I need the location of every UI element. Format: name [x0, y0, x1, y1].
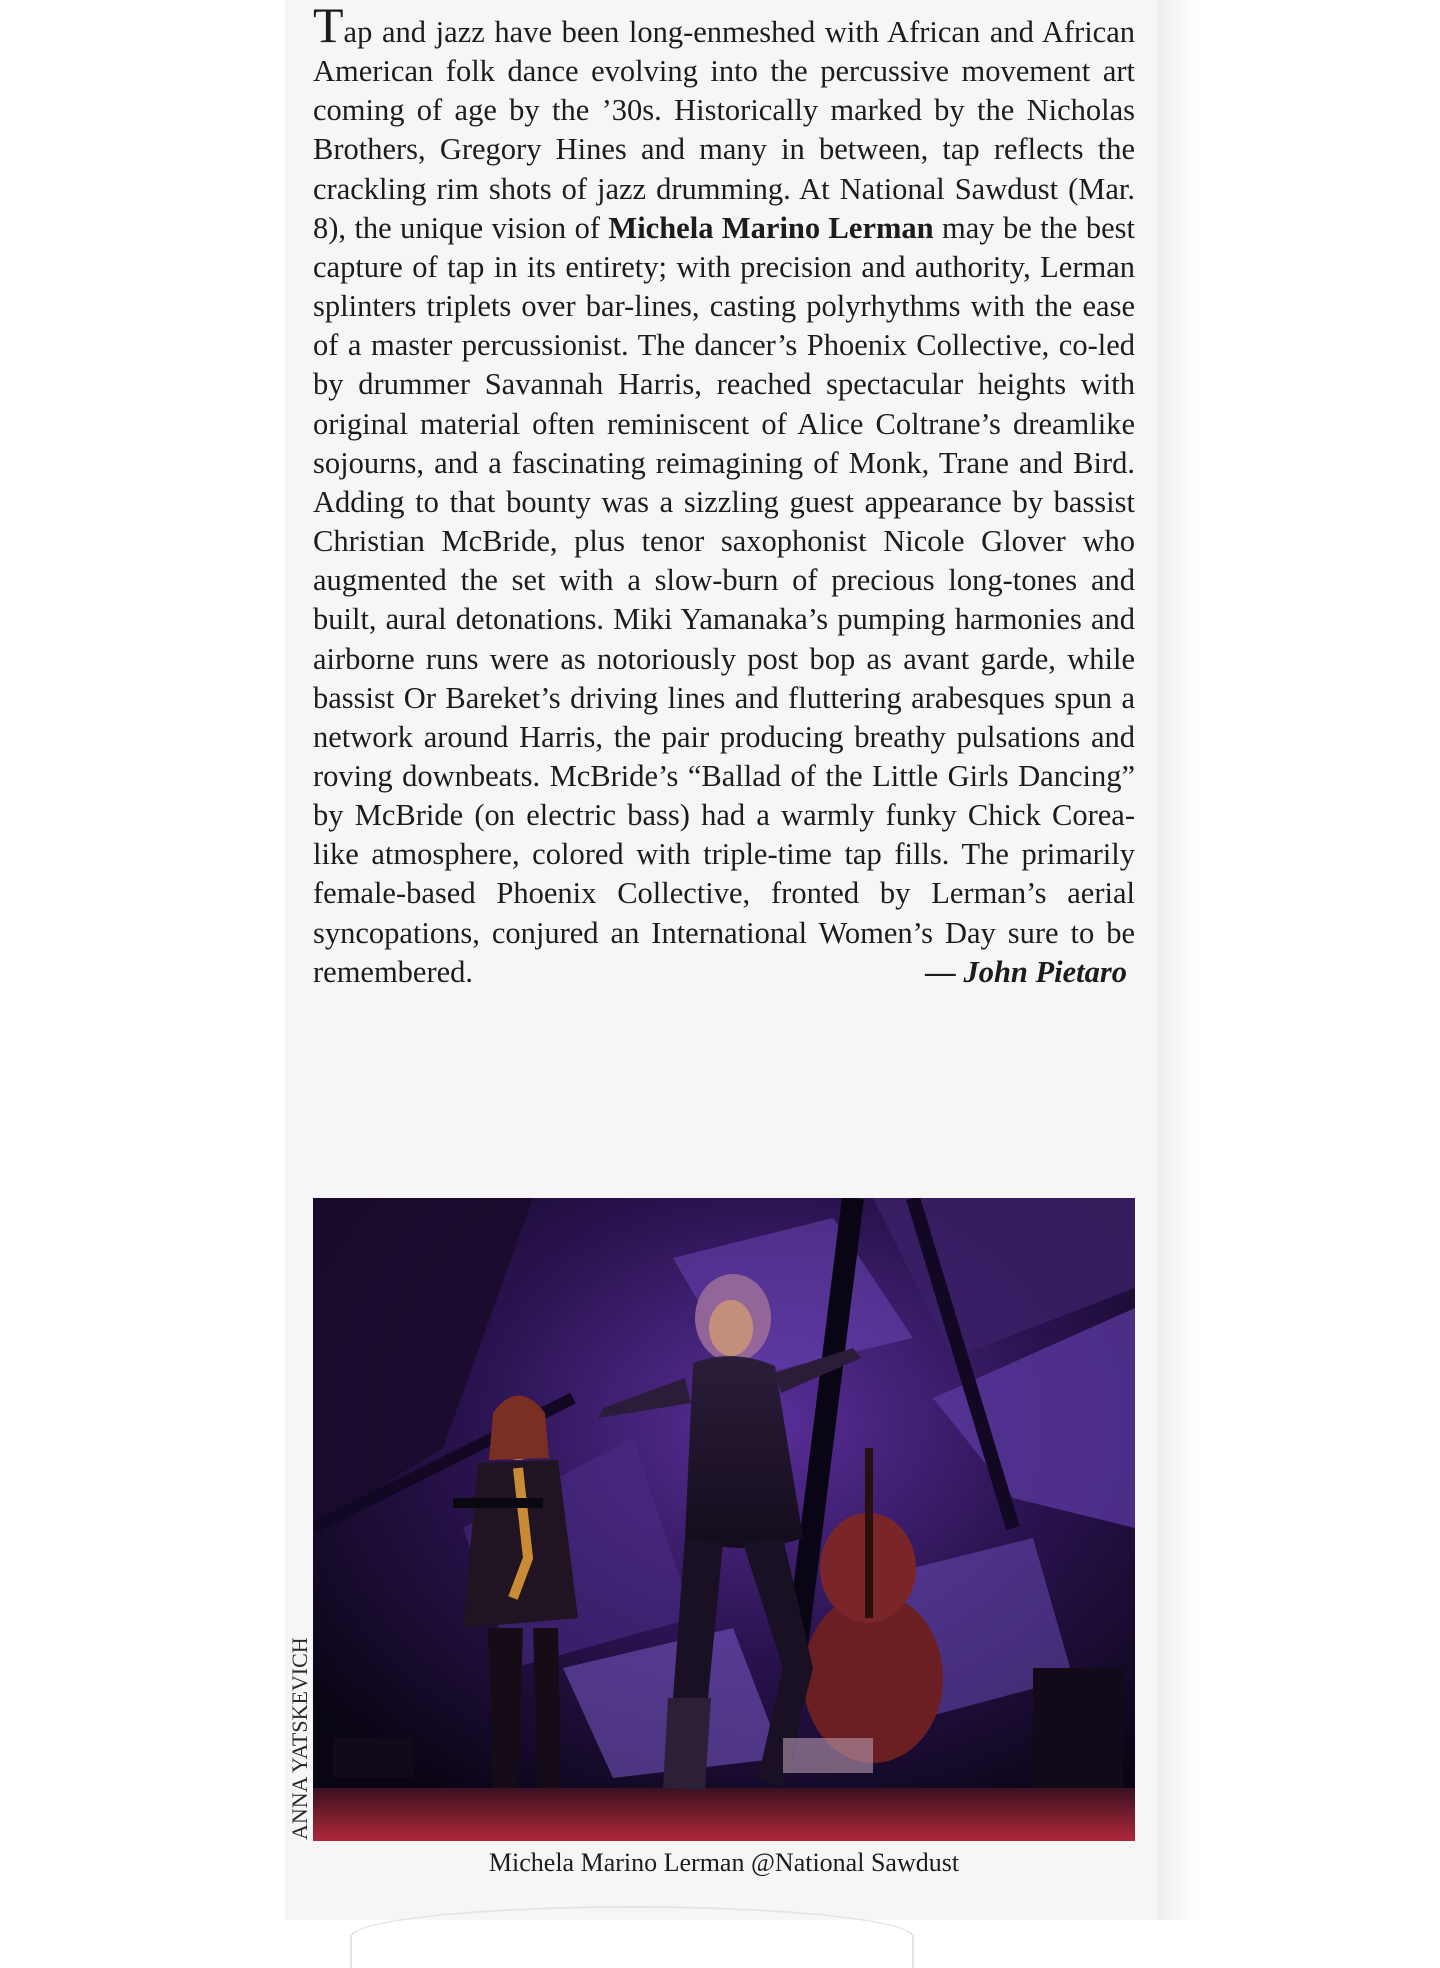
- photo-credit-text: ANNA YATSKEVICH: [287, 1637, 312, 1840]
- article-body: [313, 0, 1136, 992]
- photo-caption: Michela Marino Lerman @National Sawdust: [488, 1848, 960, 1877]
- article-paragraph: [313, 0, 1136, 992]
- article-text-main: may be the best capture of tap in its entirety; with precision and authority, Lerman splinters triplets over bar-lines, casting polyrhythms with the ease of a master percussionist. The dancer’s Phoenix Collective, co-led by drummer Savannah Harris, reached spectacular heights with original material often reminiscent of Alice Coltrane’s dreamlike sojourns, and a fascinating reimagining of Monk, Trane and Bird. Adding to that bounty was a sizzling guest appearance by bassist Christian McBride, plus tenor saxophonist Nicole Glover who augmented the set with a slow-burn of precious long-tones and built, aural detonations. Miki Yamanaka’s pumping harmonies and airborne runs were as notoriously post bop as avant garde, while bassist Or Bareket’s driving lines and fluttering arabesques spun a network around Harris, the pair producing breathy pulsations and roving downbeats. McBride’s “Ballad of the Little Girls Dancing” by McBride (on electric bass) had a warmly funky Chick Corea-like atmosphere, colored with triple-time tap fills. The primarily female-based Phoenix Collective, fronted by Lerman’s aerial syncopations, conjured an International Women’s Day sure to be remembered.: [313, 210, 1136, 989]
- article-text-intro: ap and jazz have been long-enmeshed with African and African American folk dance evolving into the percussive movement art coming of age by the ’30s. Historically marked by the Nicholas Brothers, Gregory Hines and many in between, tap reflects the crackling rim shots of jazz drumming. At National Sawdust (Mar. 8), the unique vision of: [313, 15, 1135, 245]
- page-edge-shadow: [1157, 0, 1197, 1920]
- concert-photo-illustration: [313, 1198, 1135, 1841]
- page-bottom-edge: [350, 1906, 914, 1968]
- drop-cap: T: [313, 0, 344, 53]
- byline: — John Pietaro: [925, 954, 1127, 989]
- artist-name: Michela Marino Lerman: [608, 210, 934, 245]
- concert-photo: [313, 1198, 1135, 1841]
